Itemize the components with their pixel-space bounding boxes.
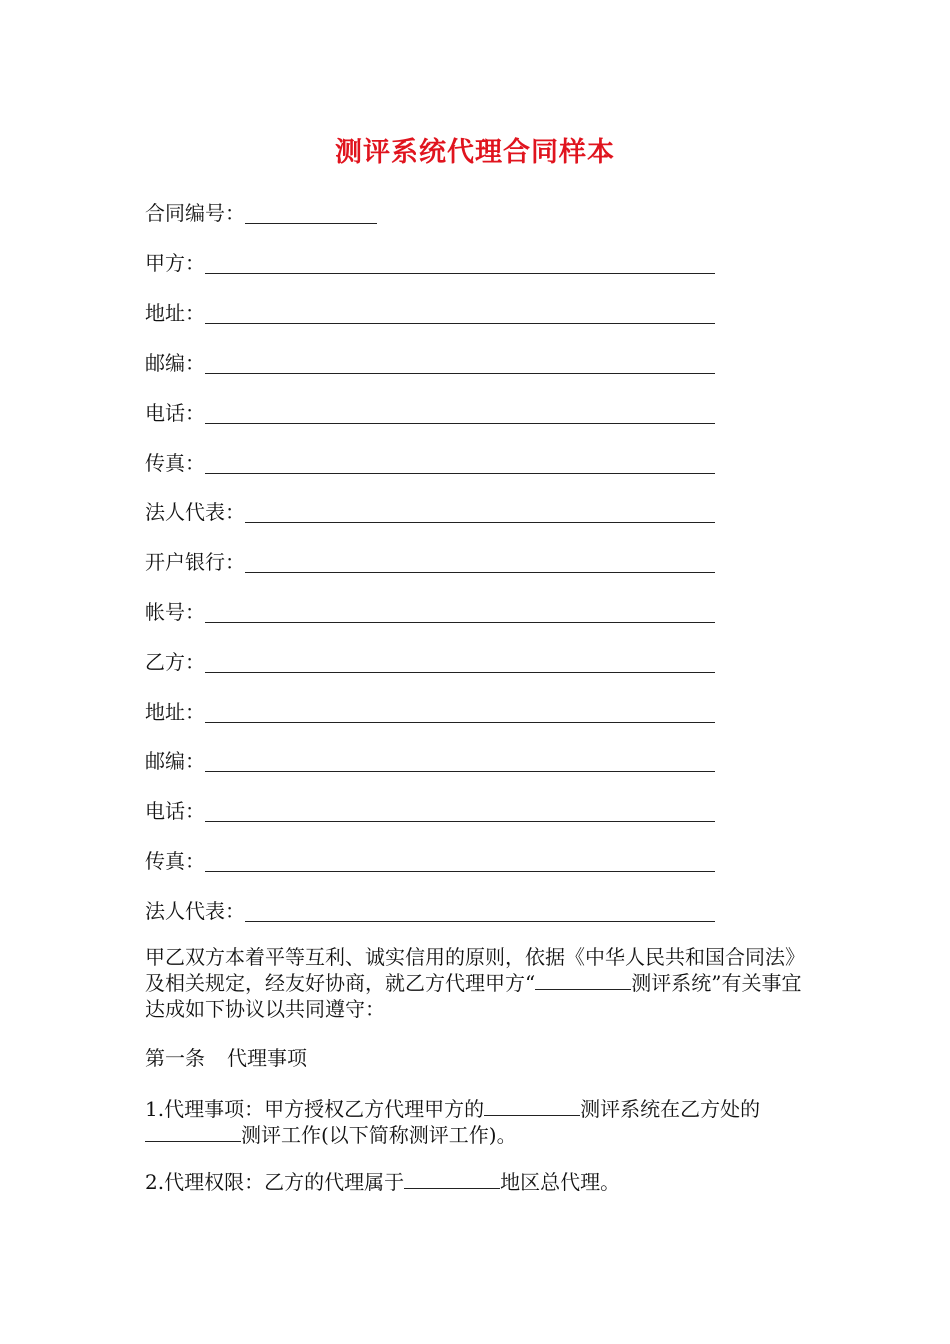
party-a-phone-label: 电话： (145, 401, 205, 425)
party-a-bank-row (145, 547, 715, 577)
party-b-legal-rep-blank[interactable] (245, 899, 715, 922)
item-1-text-3: 测评工作(以下简称测评工作)。 (241, 1123, 517, 1147)
party-b-label: 乙方： (145, 650, 205, 674)
party-b-row (145, 647, 715, 677)
item-1-blank-2[interactable] (145, 1123, 241, 1142)
party-a-bank-label: 开户银行： (145, 550, 245, 574)
party-a-bank-blank[interactable] (245, 550, 715, 573)
contract-number-blank[interactable] (245, 201, 377, 224)
party-b-fax-label: 传真： (145, 849, 205, 873)
party-a-postcode-label: 邮编： (145, 351, 205, 375)
party-b-postcode-row (145, 746, 715, 776)
item-1-text-2: 测评系统在乙方处的 (580, 1097, 761, 1121)
party-b-legal-rep-label: 法人代表： (145, 899, 245, 923)
party-b-fax-blank[interactable] (205, 849, 715, 872)
party-b-legal-rep-row (145, 896, 715, 926)
party-a-blank[interactable] (205, 251, 715, 274)
party-a-fax-label: 传真： (145, 451, 205, 475)
item-1-blank-1[interactable] (484, 1097, 580, 1116)
item-2-text-1: 2.代理权限：乙方的代理属于 (145, 1170, 405, 1194)
party-a-address-row (145, 298, 715, 328)
article-1-heading (145, 1045, 810, 1071)
party-a-phone-blank[interactable] (205, 401, 715, 424)
party-b-phone-row (145, 796, 715, 826)
party-a-fax-row (145, 448, 715, 478)
item-2-text-2: 地区总代理。 (500, 1170, 621, 1194)
item-2-region-blank[interactable] (404, 1170, 500, 1189)
party-a-label: 甲方： (145, 251, 205, 275)
party-a-row (145, 248, 715, 278)
article-1-title: 代理事项 (227, 1046, 307, 1070)
party-b-address-blank[interactable] (205, 700, 715, 723)
system-name-blank[interactable] (535, 971, 631, 990)
article-1-number: 第一条 (145, 1046, 205, 1070)
article-1-item-1 (145, 1096, 810, 1148)
party-a-account-label: 帐号： (145, 600, 205, 624)
contract-number-label: 合同编号： (145, 201, 245, 225)
party-a-account-blank[interactable] (205, 600, 715, 623)
party-a-legal-rep-blank[interactable] (245, 500, 715, 523)
party-a-phone-row (145, 398, 715, 428)
party-b-address-label: 地址： (145, 700, 205, 724)
party-b-fax-row (145, 846, 715, 876)
party-a-postcode-blank[interactable] (205, 351, 715, 374)
party-b-address-row (145, 697, 715, 727)
document-title: 测评系统代理合同样本 (335, 137, 615, 168)
party-b-phone-blank[interactable] (205, 799, 715, 822)
party-b-postcode-blank[interactable] (205, 749, 715, 772)
party-a-fax-blank[interactable] (205, 451, 715, 474)
party-a-postcode-row (145, 348, 715, 378)
preamble-text-1: 甲乙双方本着平等互利、诚实信用的原则，依据《中华人民共和国合同法》及相关规定，经友好协商，就乙方代理甲方“ (145, 945, 805, 995)
party-b-phone-label: 电话： (145, 799, 205, 823)
preamble-text-2: 测评系统”有关事宜达成如下协议以共同遵守： (145, 971, 802, 1021)
party-a-legal-rep-row (145, 497, 715, 527)
party-a-account-row (145, 597, 715, 627)
contract-number-row (145, 198, 715, 228)
party-a-address-blank[interactable] (205, 301, 715, 324)
article-1-item-2 (145, 1169, 810, 1195)
party-b-postcode-label: 邮编： (145, 749, 205, 773)
party-b-blank[interactable] (205, 650, 715, 673)
preamble-paragraph (145, 944, 810, 1022)
party-a-legal-rep-label: 法人代表： (145, 500, 245, 524)
item-1-text-1: 1.代理事项：甲方授权乙方代理甲方的 (145, 1097, 485, 1121)
party-a-address-label: 地址： (145, 301, 205, 325)
